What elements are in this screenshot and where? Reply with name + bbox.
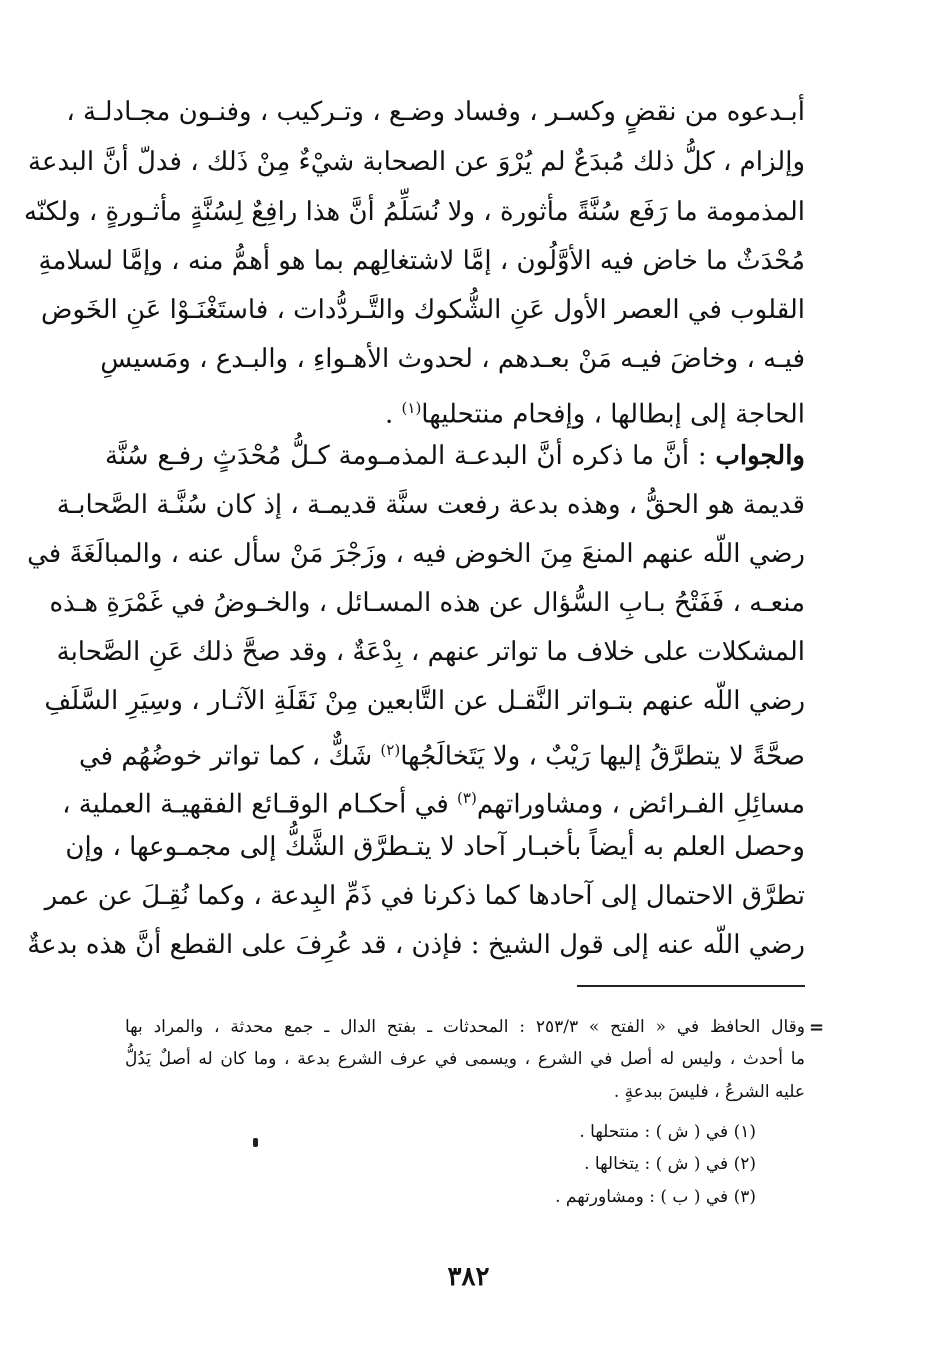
footnote-separator	[577, 985, 805, 987]
text-run: في أحكـام الوقـائع الفقهيـة العملية ،	[62, 789, 458, 820]
text-line: المذمومة ما رَفَع سُنَّةً مأثورة ، ولا نُسَلِّمُ أنَّ هذا رافِعٌ لِسُنَّةٍ مأثـورةٍ ، ولكنّه	[24, 197, 805, 227]
text-run: صحَّةً لا يتطرَّقُ إليها رَيْبٌ ، ولا يَتَخالَجُها	[400, 741, 805, 772]
footnote-ref-1: (١)	[401, 399, 422, 417]
text-line: وإلزام ، كلُّ ذلك مُبدَعٌ لم يُرْوَ عن الصحابة شيْءٌ مِنْ ذَلك ، فدلّ أنَّ البدعة	[28, 147, 805, 177]
text-line	[105, 391, 805, 430]
footnote-ref-2: (٢)	[380, 741, 401, 759]
text-line: رضي اللّه عنه إلى قول الشيخ : فإذن ، قد عُرِفَ على القطع أنَّ هذه بدعةٌ	[27, 930, 805, 960]
text-line: رضي اللّه عنهم بتـواتر النَّقـل عن التَّابعين مِنْ نَقَلَةِ الآثـار ، وسِيَرِ السَّلَفِ	[44, 686, 805, 716]
text-run: .	[384, 399, 402, 430]
text-run: مسائِلِ الفـرائض ، ومشاوراتهم	[476, 789, 805, 820]
text-line: مُحْدَثٌ ما خاض فيه الأوَّلُون ، إمَّا لاشتغالِهم بما هو أهمُّ منه ، وإمَّا لسلامةِ	[38, 246, 805, 276]
footnote-item: (٣) في ( ب ) : ومشاورتهم .	[555, 1187, 756, 1207]
text-line: تطرَّق الاحتمال إلى آحادها كما ذكرنا في ذَمِّ البِدعة ، وكما نُقِـلَ عن عمر	[44, 881, 805, 911]
text-line: منعـه ، فَفَتْحُ بـابِ السُّؤال عن هذه المسـائل ، والخـوضُ في غَمْرَةِ هـذه	[49, 588, 805, 618]
paragraph-first-line	[105, 439, 805, 475]
footnote-line: عليه الشرعُ ، فليسَ ببدعةٍ .	[613, 1082, 805, 1102]
footnote-line: ما أحدث ، وليس له أصل في الشرع ، ويسمى في عرف الشرع بدعة ، وما كان له أصلٌ يَدُلُّ	[125, 1049, 805, 1069]
text-line: المشكلات على خلاف ما تواتر عنهم ، بِدْعَةٌ ، وقد صحَّ ذلك عَنِ الصَّحابة	[56, 637, 805, 667]
text-line: فيـه ، وخاضَ فيـه مَنْ بعـدهم ، لحدوث الأهـواءِ ، والبـدع ، ومَسيسِ	[100, 344, 805, 374]
text-line	[62, 781, 805, 820]
footnote-item: (١) في ( ش ) : منتحلها .	[579, 1122, 756, 1142]
text-line: قديمة هو الحقُّ ، وهذه بدعة رفعت سنَّة قديمـة ، إذ كان سُنَّـة الصَّحابـة	[56, 490, 805, 520]
text-run: شَكٌّ ، كما تواتر خوضُهُم في	[78, 741, 381, 772]
footnote-item: (٢) في ( ش ) : يتخالها .	[584, 1154, 756, 1174]
text-run: الحاجة إلى إبطالها ، وإفحام منتحليها	[421, 399, 805, 430]
footnote-ref-3: (٣)	[457, 789, 477, 807]
paragraph-lead-word: والجواب	[715, 441, 805, 471]
text-line	[78, 733, 805, 772]
ink-speck	[253, 1138, 258, 1147]
text-run: : أنَّ ما ذكره أنَّ البدعـة المذمـومة كـلُّ مُحْدَثٍ رفـع سُنَّة	[105, 441, 716, 471]
footnote-continuation-mark: =	[809, 1017, 825, 1038]
text-line: رضي اللّه عنهم المنعَ مِنَ الخوض فيه ، وزَجْرَ مَنْ سأل عنه ، والمبالَغَةَ في	[27, 539, 805, 569]
text-line: أبـدعوه من نقضٍ وكسـر ، وفساد وضـع ، وتـركيب ، وفنـون مجـادلـة ،	[66, 97, 805, 127]
text-line: القلوب في العصر الأول عَنِ الشُّكوك والتَّـردُّدات ، فاستَغْنَـوْا عَنِ الخَوض	[40, 295, 805, 325]
text-line: وحصل العلم به أيضاً بأخبـار آحاد لا يتـطرَّق الشَّكُّ إلى مجمـوعها ، وإن	[65, 832, 805, 862]
footnote-line: وقال الحافظ في « الفتح » ٢٥٣/٣ : المحدثات ـ بفتح الدال ـ جمع محدثة ، والمراد بها	[125, 1017, 805, 1037]
page-number: ٣٨٢	[447, 1262, 490, 1292]
